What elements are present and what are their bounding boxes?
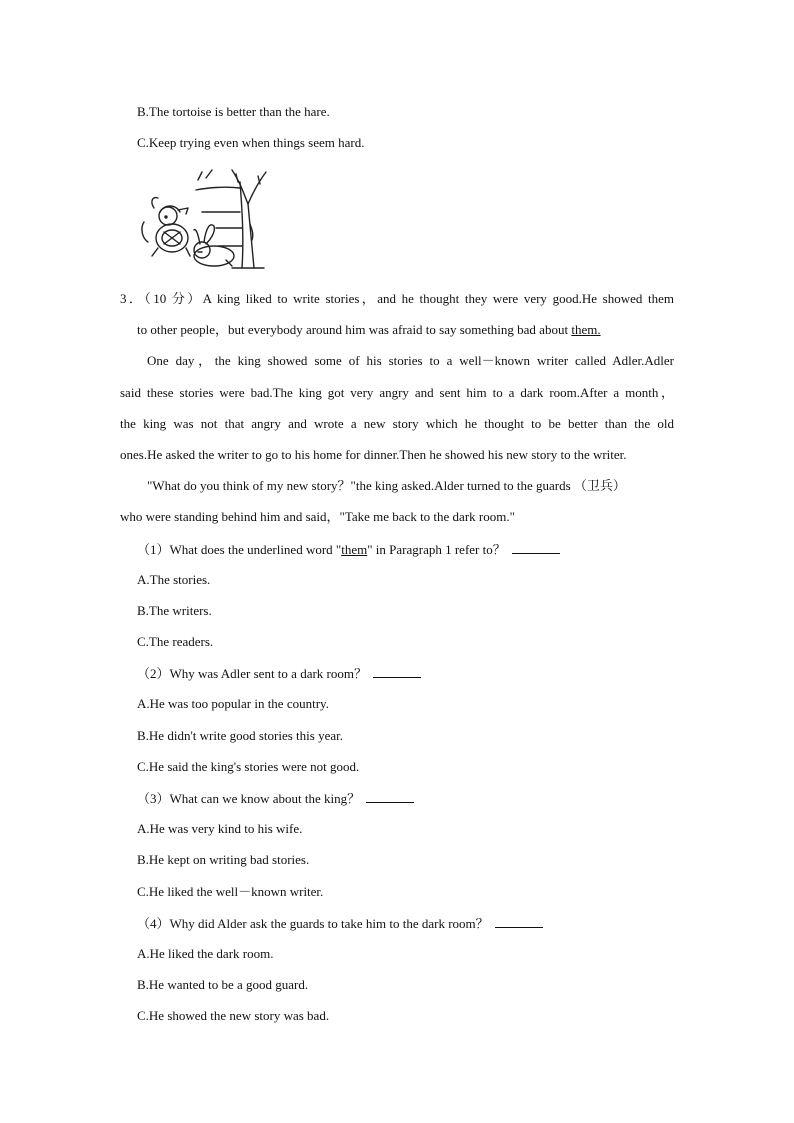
sub-question-3 [137, 790, 414, 807]
q3-paragraph2-line3: the king was not that angry and wrote a new story which he thought to be better than the old [120, 416, 674, 431]
sub-question-2 [137, 665, 421, 682]
sub2-option-c: C.He said the king's stories were not good. [137, 759, 360, 774]
sub2-option-a: A.He was too popular in the country. [137, 696, 329, 711]
sub-question-4-text: （4）Why did Alder ask the guards to take him to the dark room？ [137, 916, 489, 931]
q3-header-line2-text: to other people，but everybody around him was afraid to say something bad about [137, 322, 572, 337]
q3-header-line1: 3．（10 分）A king liked to write stories，and he thought they were very good.He showed them [120, 291, 674, 306]
q2-option-b: B.The tortoise is better than the hare. [137, 104, 330, 119]
q3-paragraph2-line1: One day，the king showed some of his stories to a well－known writer called Adler.Adler [147, 353, 674, 368]
sub-question-4 [137, 915, 543, 932]
sub4-option-c: C.He showed the new story was bad. [137, 1008, 330, 1023]
q3-paragraph3-line2: who were standing behind him and said，"Take me back to the dark room." [120, 509, 515, 524]
sub-question-1-underlined: them [341, 542, 368, 557]
q3-paragraph3-line1: "What do you think of my new story？"the king asked.Alder turned to the guards （卫兵） [147, 478, 626, 493]
q3-paragraph2-line2: said these stories were bad.The king got very angry and sent him to a dark room.After a month， [120, 385, 674, 400]
answer-blank-1[interactable] [512, 541, 560, 554]
sub2-option-b: B.He didn't write good stories this year. [137, 728, 343, 743]
sub4-option-b: B.He wanted to be a good guard. [137, 977, 309, 992]
sub3-option-a: A.He was very kind to his wife. [137, 821, 303, 836]
sub1-option-b: B.The writers. [137, 603, 212, 618]
q2-option-c: C.Keep trying even when things seem hard. [137, 135, 365, 150]
sub-question-3-text: （3）What can we know about the king？ [137, 791, 361, 806]
sub3-option-b: B.He kept on writing bad stories. [137, 852, 310, 867]
underlined-them: them. [571, 322, 601, 337]
sub4-option-a: A.He liked the dark room. [137, 946, 274, 961]
answer-blank-2[interactable] [373, 665, 421, 678]
q3-header-line2 [137, 322, 601, 338]
answer-blank-4[interactable] [495, 915, 543, 928]
sub-question-1-text-end: " in Paragraph 1 refer to？ [367, 542, 506, 557]
sub-question-1-text: （1）What does the underlined word " [137, 542, 342, 557]
sub1-option-a: A.The stories. [137, 572, 211, 587]
answer-blank-3[interactable] [366, 790, 414, 803]
sub3-option-c: C.He liked the well－known writer. [137, 884, 324, 899]
q3-paragraph2-line4: ones.He asked the writer to go to his home for dinner.Then he showed his new story to the writer. [120, 447, 627, 462]
sub-question-2-text: （2）Why was Adler sent to a dark room？ [137, 666, 367, 681]
sub1-option-c: C.The readers. [137, 634, 214, 649]
tortoise-hare-illustration [136, 168, 276, 272]
sub-question-1 [137, 541, 560, 558]
